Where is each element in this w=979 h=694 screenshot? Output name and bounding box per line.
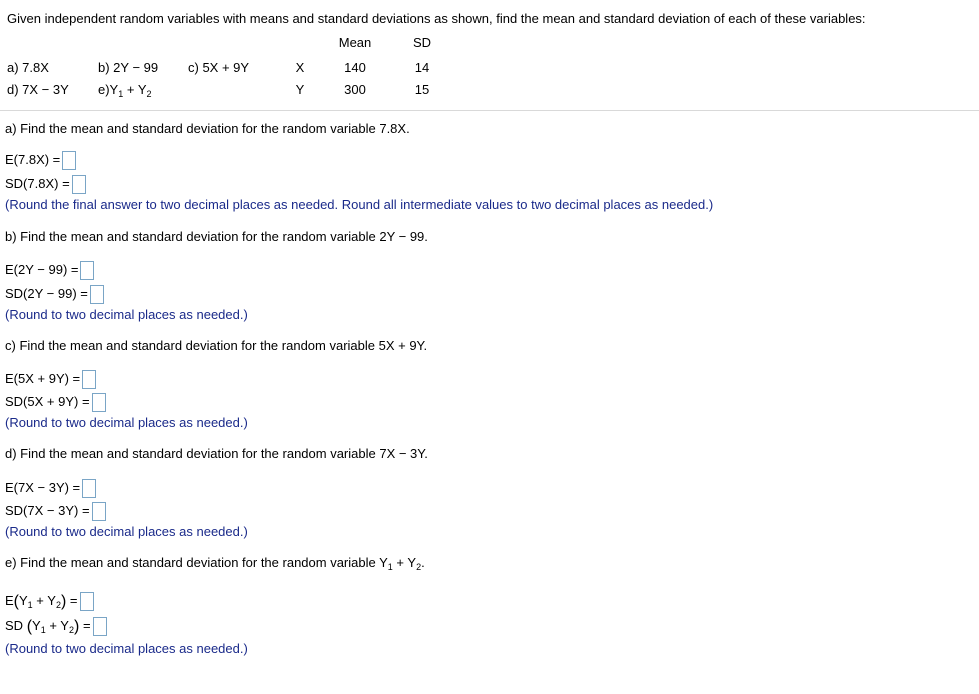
divider (0, 110, 979, 111)
part-e-hint: (Round to two decimal places as needed.) (5, 641, 248, 656)
part-b-mean-row: E(2Y − 99) = (5, 261, 94, 280)
part-a-question: a) Find the mean and standard deviation for the random variable 7.8X. (5, 121, 410, 136)
variable-d: d) 7X − 3Y (7, 82, 69, 97)
part-b-sd-input[interactable] (90, 285, 104, 304)
part-d-mean-row: E(7X − 3Y) = (5, 479, 96, 498)
part-e-mean-row: $E(Y_1 + Y_2)$ = (5, 592, 94, 611)
part-b-mean-input[interactable] (80, 261, 94, 280)
variable-b: b) 2Y − 99 (98, 60, 159, 75)
part-a-mean-input[interactable] (62, 151, 76, 170)
part-c-sd-row: SD(5X + 9Y) = (5, 393, 106, 412)
variable-c: c) 5X + 9Y (188, 60, 250, 75)
variable-a: a) 7.8X (7, 60, 49, 75)
part-e-sd-input[interactable] (93, 617, 107, 636)
row-x-sd: 14 (414, 60, 430, 75)
header-mean: Mean (338, 35, 372, 50)
part-c-sd-input[interactable] (92, 393, 106, 412)
problem-statement: Given independent random variables with means and standard deviations as shown, find the mean and standard deviation of each of these variables: (7, 11, 866, 26)
row-y-sd: 15 (414, 82, 430, 97)
part-b-question: b) Find the mean and standard deviation for the random variable 2Y − 99. (5, 229, 428, 244)
row-x-mean: 140 (344, 60, 366, 75)
header-sd: SD (412, 35, 432, 50)
part-d-question: d) Find the mean and standard deviation for the random variable 7X − 3Y. (5, 446, 428, 461)
variable-e: $e)Y_1 + Y_2$ (98, 82, 152, 99)
part-a-mean-row: E(7.8X) = (5, 151, 76, 170)
part-a-hint: (Round the final answer to two decimal places as needed. Round all intermediate values to two decimal places as needed.) (5, 197, 714, 212)
part-d-sd-row: SD(7X − 3Y) = (5, 502, 106, 521)
part-d-mean-input[interactable] (82, 479, 96, 498)
row-y-mean: 300 (344, 82, 366, 97)
part-c-question: c) Find the mean and standard deviation for the random variable 5X + 9Y. (5, 338, 428, 353)
row-x-var: X (295, 60, 305, 75)
part-e-sd-row: SD $(Y_1 + Y_2)$ = (5, 617, 107, 636)
part-c-hint: (Round to two decimal places as needed.) (5, 415, 248, 430)
part-e-mean-input[interactable] (80, 592, 94, 611)
part-b-sd-row: SD(2Y − 99) = (5, 285, 104, 304)
part-d-sd-input[interactable] (92, 502, 106, 521)
part-c-mean-input[interactable] (82, 370, 96, 389)
row-y-var: Y (295, 82, 305, 97)
part-a-sd-input[interactable] (72, 175, 86, 194)
part-c-mean-row: E(5X + 9Y) = (5, 370, 96, 389)
part-a-sd-row: SD(7.8X) = (5, 175, 86, 194)
part-e-question: e) Find the mean and standard deviation for the random variable $Y_1 + Y_2$. (5, 555, 425, 572)
part-b-hint: (Round to two decimal places as needed.) (5, 307, 248, 322)
part-d-hint: (Round to two decimal places as needed.) (5, 524, 248, 539)
